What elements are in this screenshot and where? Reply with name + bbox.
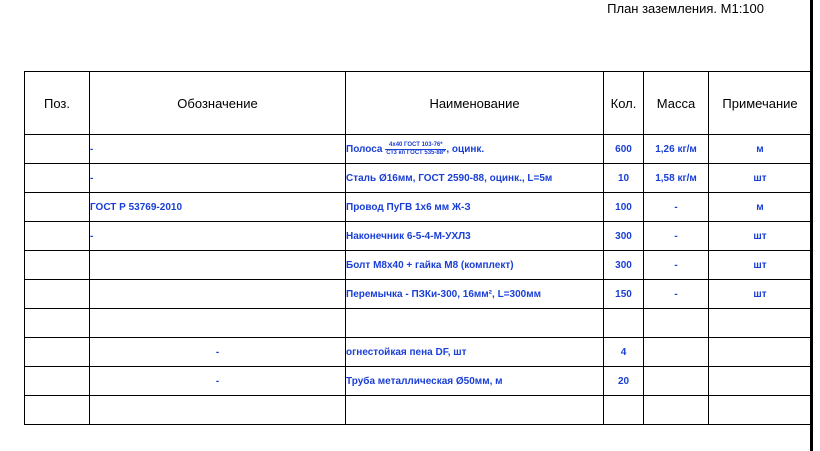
cell-designation [90,251,346,280]
table-row [25,280,812,309]
cell-position [25,193,90,222]
table-row [25,309,812,338]
table-row [25,396,812,425]
header-mass: Масса [644,72,709,135]
cell-name: Труба металлическая Ø50мм, м [346,367,604,396]
table-row [25,222,812,251]
table-row [25,338,812,367]
table-header-row [25,72,812,135]
cell-quantity: 300 [604,222,644,251]
cell-name [346,135,604,164]
cell-name: Сталь Ø16мм, ГОСТ 2590-88, оцинк., L=5м [346,164,604,193]
cell-mass: - [644,280,709,309]
cell-name: Провод ПуГВ 1х6 мм Ж-З [346,193,604,222]
cell-note: шт [709,251,812,280]
cell-quantity: 150 [604,280,644,309]
cell-name [346,396,604,425]
specification-table [24,71,812,425]
cell-note [709,396,812,425]
cell-designation: - [90,135,346,164]
cell-quantity [604,309,644,338]
cell-mass: 1,58 кг/м [644,164,709,193]
cell-designation: ГОСТ Р 53769-2010 [90,193,346,222]
cell-position [25,164,90,193]
cell-note: м [709,193,812,222]
cell-mass: - [644,193,709,222]
cell-position [25,251,90,280]
table-row [25,135,812,164]
sheet-title: План заземления. М1:100 [607,1,764,16]
cell-designation: - [90,338,346,367]
header-name: Наименование [346,72,604,135]
table-row [25,164,812,193]
fraction-numerator: 4х40 ГОСТ 103-76* [385,142,446,150]
fraction-denominator: Ст3 кп ГОСТ 535-88* [386,149,446,156]
cell-quantity: 20 [604,367,644,396]
cell-position [25,135,90,164]
header-designation: Обозначение [90,72,346,135]
cell-designation: - [90,222,346,251]
cell-position [25,338,90,367]
cell-designation [90,280,346,309]
cell-quantity: 10 [604,164,644,193]
table-row [25,193,812,222]
cell-name: Наконечник 6-5-4-М-УХЛ3 [346,222,604,251]
header-position: Поз. [25,72,90,135]
cell-mass: 1,26 кг/м [644,135,709,164]
cell-mass [644,367,709,396]
cell-position [25,367,90,396]
cell-mass [644,396,709,425]
name-prefix: Полоса [346,143,386,155]
cell-note [709,309,812,338]
cell-mass: - [644,251,709,280]
cell-position [25,396,90,425]
table-row [25,367,812,396]
cell-position [25,280,90,309]
cell-position [25,222,90,251]
cell-name: Перемычка - ПЗКи-300, 16мм², L=300мм [346,280,604,309]
cell-quantity: 600 [604,135,644,164]
cell-designation: - [90,164,346,193]
cell-position [25,309,90,338]
cell-note [709,367,812,396]
cell-quantity: 300 [604,251,644,280]
cell-note [709,338,812,367]
cell-name: огнестойкая пена DF, шт [346,338,604,367]
cell-designation: - [90,367,346,396]
cell-note: шт [709,280,812,309]
cell-mass [644,338,709,367]
header-note: Примечание [709,72,812,135]
cell-designation [90,309,346,338]
table-row [25,251,812,280]
cell-mass [644,309,709,338]
cell-quantity: 100 [604,193,644,222]
cell-name: Болт М8х40 + гайка М8 (комплект) [346,251,604,280]
cell-designation [90,396,346,425]
name-suffix: , оцинк. [446,143,485,155]
cell-note: м [709,135,812,164]
header-quantity: Кол. [604,72,644,135]
name-fraction [385,142,446,157]
cell-note: шт [709,164,812,193]
cell-name [346,309,604,338]
cell-mass: - [644,222,709,251]
cell-note: шт [709,222,812,251]
cell-quantity: 4 [604,338,644,367]
cell-quantity [604,396,644,425]
